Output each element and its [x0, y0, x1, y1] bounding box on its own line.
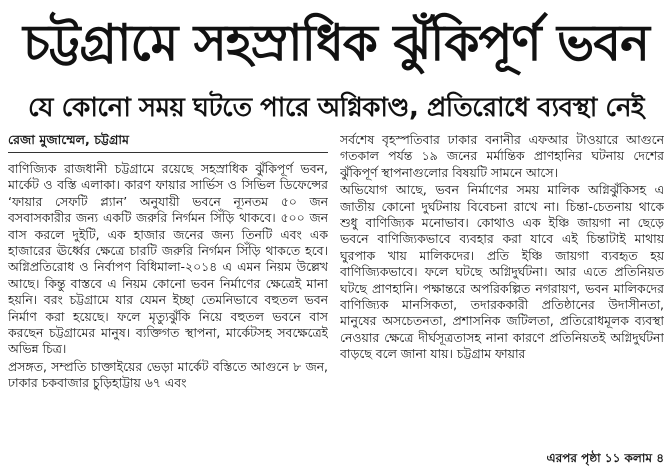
- body-paragraph: বাণিজ্যিক রাজধানী চট্টগ্রামে রয়েছে সহস্রাধিক ঝুঁকিপূর্ণ ভবন, মার্কেট ও বস্তি এলাকা। কারণ ফায়ার সার্ভিস ও সিভিল ডিফেন্সের ‘ফায়ার সেফটি প্ল্যান’ অনুযায়ী ভবনে ন্যূনতম ৫০ জন বসবাসকারীর জন্য একটি জরুরি নির্গমন সিঁড়ি থাকবে। ৫০০ জন বাস করলে দুইটি, এক হাজার জনের জন্য তিনটি এবং এক হাজারের ঊর্ধ্বের ক্ষেত্রে চারটি জরুরি নির্গমন সিঁড়ি থাকতে হবে। অগ্নিপ্রতিরোধ ও নির্বাপণ বিধিমালা-২০১৪ এ এমন নিয়ম উল্লেখ আছে। কিন্তু বাস্তবে এ নিয়ম কোনো ভবন নির্মাণের ক্ষেত্রেই মানা হয়নি। বরং চট্টগ্রামে যার যেমন ইচ্ছা তেমনিভাবে বহুতল ভবন নির্মাণ করা হয়েছে। ফলে মৃত্যুঝুঁকি নিয়ে বহুতল ভবনে বাস করছেন চট্টগ্রামের মানুষ। ব্যক্তিগত স্থাপনা, মার্কেটসহ সবক্ষেত্রেই অভিন্ন চিত্র।: [8, 161, 328, 357]
- headline: চট্টগ্রামে সহস্রাধিক ঝুঁকিপূর্ণ ভবন: [23, 14, 649, 72]
- article-column-right: [340, 132, 664, 468]
- body-paragraph: প্রসঙ্গত, সম্প্রতি চাক্তাইয়ের ভেড়া মার্কেট বস্তিতে আগুনে ৮ জন, ঢাকার চকবাজার চুড়িহাট্টায় ৬৭ এবং: [8, 358, 328, 391]
- subheadline: যে কোনো সময় ঘটতে পারে অগ্নিকাণ্ড, প্রতিরোধে ব্যবস্থা নেই: [28, 93, 644, 123]
- article-column-left: [8, 132, 328, 468]
- body-paragraph: সর্বশেষ বৃহস্পতিবার ঢাকার বনানীর এফআর টাওয়ারে আগুনে গতকাল পর্যন্ত ১৯ জনের মর্মান্তিক প্রাণহানির ঘটনায় দেশের ঝুঁকিপূর্ণ স্থাপনাগুলোর বিষয়টি সামনে আসে।: [340, 132, 664, 180]
- continuation-line: এরপর পৃষ্ঠা ১১ কলাম ৪: [541, 450, 664, 466]
- byline: রেজা মুজাম্মেল, চট্টগ্রাম: [8, 132, 328, 153]
- body-paragraph: অভিযোগ আছে, ভবন নির্মাণের সময় মালিক অগ্নিঝুঁকিসহ এ জাতীয় কোনো দুর্ঘটনায় বিবেচনা রাখে না। চিন্তা-চেতনায় থাকে শুধু বাণিজ্যিক মনোভাব। কোথাও এক ইঞ্চি জায়গা না ছেড়ে ভবনে বাণিজ্যিকভাবে ব্যবহার করা যাবে এই চিন্তাটাই মাথায় ঘুরপাক খায় মালিকদের। প্রতি ইঞ্চি জায়গা ব্যবহৃত হয় বাণিজ্যিকভাবে। ফলে ঘটছে অগ্নিদুর্ঘটনা। আর এতে প্রতিনিয়ত ঘটছে প্রাণহানি। পক্ষান্তরে অপরিকল্পিত নগরায়ণ, ভবন মালিকদের বাণিজ্যিক মানসিকতা, তদারককারী প্রতিষ্ঠানের উদাসীনতা, মানুষের অসচেতনতা, প্রশাসনিক জটিলতা, প্রতিরোধমূলক ব্যবস্থা নেওয়ার ক্ষেত্রে দীর্ঘসূত্রতাসহ নানা কারণে প্রতিনিয়তই অগ্নিদুর্ঘটনা বাড়ছে বলে জানা যায়। চট্টগ্রাম ফায়ার: [340, 182, 664, 362]
